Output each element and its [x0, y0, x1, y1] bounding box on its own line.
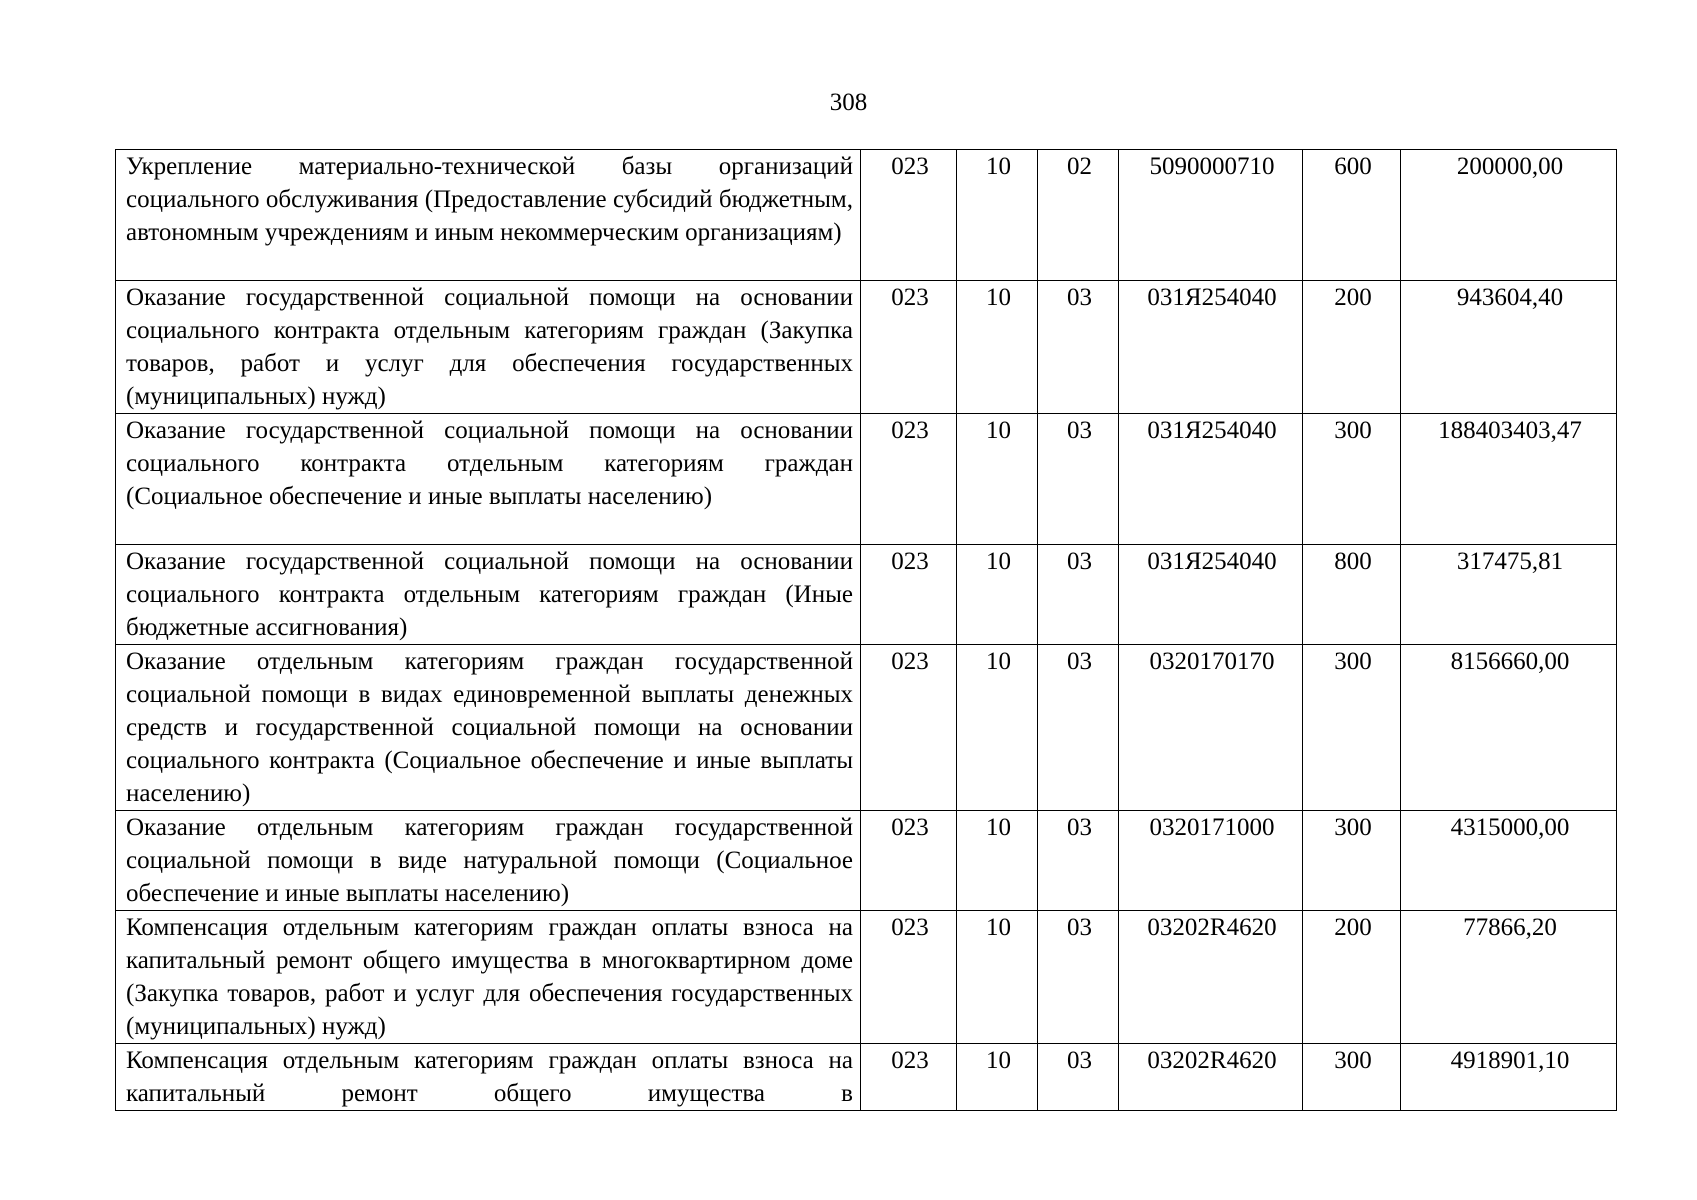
table-row [116, 911, 1617, 1044]
target-article-code: 031Я254040 [1119, 545, 1303, 645]
target-article-code: 0320171000 [1119, 811, 1303, 911]
table-row [116, 414, 1617, 545]
table-row [116, 545, 1617, 645]
expense-type-code: 800 [1303, 545, 1401, 645]
expense-description: Оказание отдельным категориям граждан государственной социальной помощи в видах единовременной выплаты денежных средств и государственной социальной помощи на основании социального контракта (Социальное обеспечение и иные выплаты населению) [116, 645, 861, 811]
subsection-code: 02 [1038, 150, 1119, 281]
subsection-code: 03 [1038, 811, 1119, 911]
expense-description: Компенсация отдельным категориям граждан оплаты взноса на капитальный ремонт общего имущества в многоквартирном доме (Закупка товаров, работ и услуг для обеспечения государственных (муниципальных) нужд) [116, 911, 861, 1044]
section-code: 10 [957, 150, 1038, 281]
page-number: 308 [829, 89, 868, 116]
target-article-code: 031Я254040 [1119, 414, 1303, 545]
table-row [116, 645, 1617, 811]
amount: 4315000,00 [1401, 811, 1617, 911]
amount: 8156660,00 [1401, 645, 1617, 811]
expense-description: Оказание отдельным категориям граждан государственной социальной помощи в виде натуральной помощи (Социальное обеспечение и иные выплаты населению) [116, 811, 861, 911]
grbs-code: 023 [861, 645, 957, 811]
section-code: 10 [957, 811, 1038, 911]
section-code: 10 [957, 1044, 1038, 1111]
subsection-code: 03 [1038, 281, 1119, 414]
target-article-code: 031Я254040 [1119, 281, 1303, 414]
subsection-code: 03 [1038, 414, 1119, 545]
table-row [116, 150, 1617, 281]
section-code: 10 [957, 414, 1038, 545]
grbs-code: 023 [861, 911, 957, 1044]
target-article-code: 0320170170 [1119, 645, 1303, 811]
expense-description: Компенсация отдельным категориям граждан оплаты взноса на капитальный ремонт общего имущества в [116, 1044, 861, 1111]
subsection-code: 03 [1038, 1044, 1119, 1111]
amount: 4918901,10 [1401, 1044, 1617, 1111]
expense-type-code: 600 [1303, 150, 1401, 281]
expense-type-code: 200 [1303, 281, 1401, 414]
table-row [116, 811, 1617, 911]
target-article-code: 03202R4620 [1119, 1044, 1303, 1111]
expense-type-code: 300 [1303, 414, 1401, 545]
amount: 943604,40 [1401, 281, 1617, 414]
amount: 77866,20 [1401, 911, 1617, 1044]
section-code: 10 [957, 645, 1038, 811]
section-code: 10 [957, 281, 1038, 414]
amount: 317475,81 [1401, 545, 1617, 645]
subsection-code: 03 [1038, 911, 1119, 1044]
grbs-code: 023 [861, 150, 957, 281]
target-article-code: 5090000710 [1119, 150, 1303, 281]
grbs-code: 023 [861, 545, 957, 645]
target-article-code: 03202R4620 [1119, 911, 1303, 1044]
expense-type-code: 300 [1303, 1044, 1401, 1111]
subsection-code: 03 [1038, 645, 1119, 811]
amount: 200000,00 [1401, 150, 1617, 281]
amount: 188403403,47 [1401, 414, 1617, 545]
grbs-code: 023 [861, 811, 957, 911]
expense-description: Оказание государственной социальной помощи на основании социального контракта отдельным категориям граждан (Закупка товаров, работ и услуг для обеспечения государственных (муниципальных) нужд) [116, 281, 861, 414]
expense-description: Укрепление материально-технической базы организаций социального обслуживания (Предоставление субсидий бюджетным, автономным учреждениям и иным некоммерческим организациям) [116, 150, 861, 281]
expense-description: Оказание государственной социальной помощи на основании социального контракта отдельным категориям граждан (Иные бюджетные ассигнования) [116, 545, 861, 645]
grbs-code: 023 [861, 1044, 957, 1111]
section-code: 10 [957, 545, 1038, 645]
subsection-code: 03 [1038, 545, 1119, 645]
expense-type-code: 300 [1303, 811, 1401, 911]
expense-description: Оказание государственной социальной помощи на основании социального контракта отдельным категориям граждан (Социальное обеспечение и иные выплаты населению) [116, 414, 861, 545]
grbs-code: 023 [861, 414, 957, 545]
section-code: 10 [957, 911, 1038, 1044]
budget-table [115, 149, 1617, 1111]
table-row [116, 281, 1617, 414]
table-row [116, 1044, 1617, 1111]
grbs-code: 023 [861, 281, 957, 414]
expense-type-code: 200 [1303, 911, 1401, 1044]
expense-type-code: 300 [1303, 645, 1401, 811]
